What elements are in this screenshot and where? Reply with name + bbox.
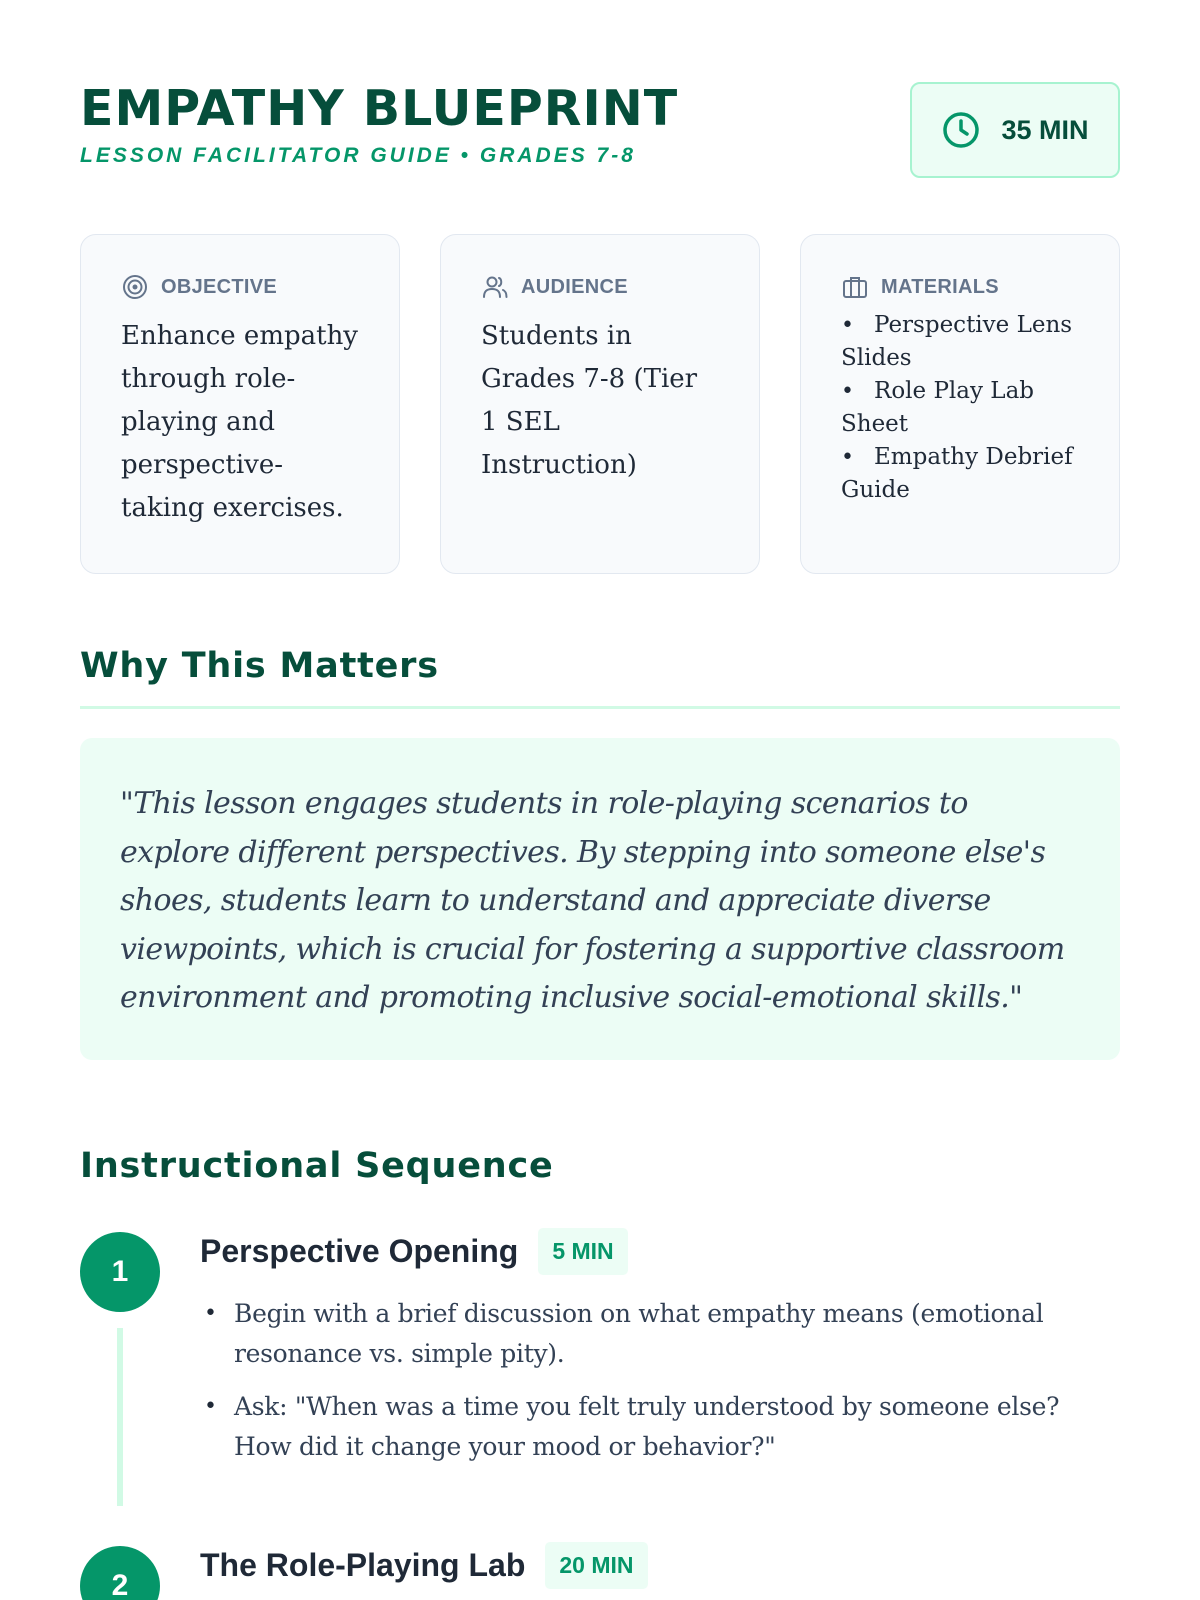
objective-label: OBJECTIVE	[161, 275, 278, 298]
section-divider	[80, 706, 1120, 709]
duration-value: 35 MIN	[1001, 114, 1089, 145]
materials-list	[841, 309, 1079, 507]
sequence-heading: Instructional Sequence	[80, 1146, 554, 1186]
objective-text: Enhance empathy through role-playing and perspective-taking exercises.	[121, 321, 358, 523]
why-quote: "This lesson engages students in role-playing scenarios to explore different perspectives. By stepping into someone else's shoes, students learn to understand and appreciate diverse viewpoints, which is crucial for fostering a supportive classroom environment and promoting inclusive social-emotional skills."	[120, 786, 1065, 1015]
audience-text: Students in Grades 7-8 (Tier 1 SEL Instruction)	[481, 321, 698, 480]
list-item: • Empathy Debrief Guide	[841, 441, 1079, 507]
list-item: • Role Play Lab Sheet	[841, 375, 1079, 441]
objective-card	[80, 234, 400, 574]
step-number: 1	[80, 1232, 160, 1312]
page-title: EMPATHY BLUEPRINT	[80, 80, 679, 137]
step-title: The Role-Playing Lab	[200, 1546, 526, 1583]
briefcase-icon	[841, 273, 869, 301]
list-item: • Ask: "When was a time you felt truly understood by someone else? How did it change your mood or behavior?"	[200, 1387, 1120, 1467]
audience-label: AUDIENCE	[521, 275, 628, 298]
why-quote-box	[80, 738, 1120, 1060]
duration-badge	[910, 82, 1120, 178]
list-item: • Perspective Lens Slides	[841, 309, 1079, 375]
step-duration-badge: 20 MIN	[545, 1542, 647, 1589]
materials-label: MATERIALS	[881, 275, 999, 298]
info-cards	[80, 234, 1120, 574]
step-title: Perspective Opening	[200, 1232, 519, 1269]
step-connector	[117, 1328, 123, 1506]
list-item: • Begin with a brief discussion on what empathy means (emotional resonance vs. simple pity).	[200, 1294, 1120, 1374]
step-duration-badge: 5 MIN	[538, 1228, 627, 1275]
why-heading: Why This Matters	[80, 646, 439, 686]
header	[80, 82, 1120, 182]
step-bullets	[200, 1294, 1120, 1480]
target-icon	[121, 273, 149, 301]
step-number: 2	[80, 1546, 160, 1600]
clock-icon	[941, 110, 981, 150]
users-icon	[481, 273, 509, 301]
audience-card	[440, 234, 760, 574]
materials-card	[800, 234, 1120, 574]
page-subtitle: LESSON FACILITATOR GUIDE • GRADES 7-8	[80, 143, 636, 167]
